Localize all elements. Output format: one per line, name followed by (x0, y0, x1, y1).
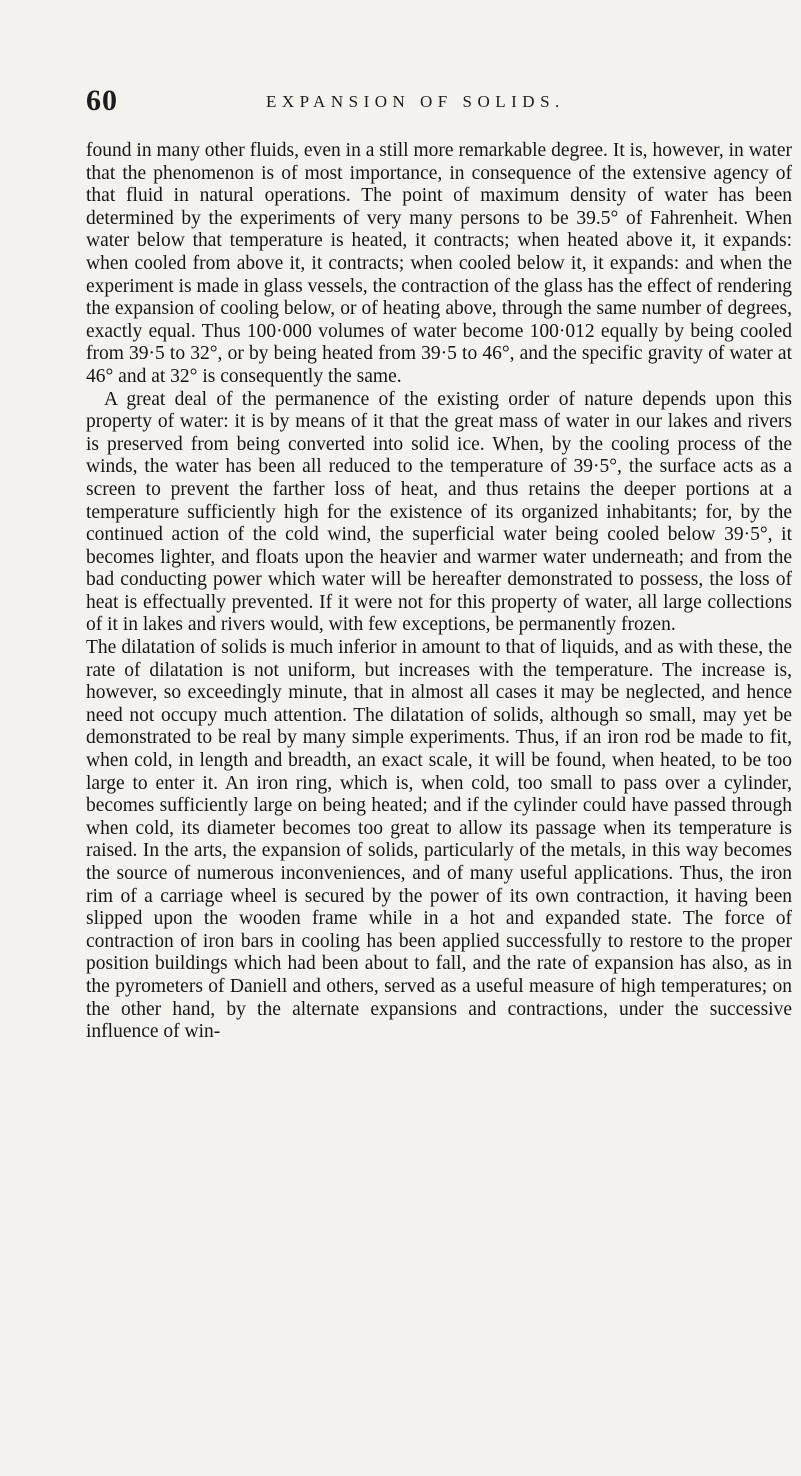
body-text (86, 140, 792, 1044)
paragraph-1: found in many other fluids, even in a still more remarkable degree. It is, however, in water that the phenomenon is of most importance, in consequence of the extensive agency of that fluid in natural operations. The point of maximum density of water has been determined by the experiments of very many persons to be 39.5° of Fahrenheit. When water below that temperature is heated, it contracts; when heated above it, it expands: when cooled from above it, it contracts; when cooled below it, it expands: and when the experiment is made in glass vessels, the contraction of the glass has the effect of rendering the expansion of cooling below, or of heating above, through the same number of degrees, exactly equal. Thus 100·000 volumes of water become 100·012 equally by being cooled from 39·5 to 32°, or by being heated from 39·5 to 46°, and the specific gravity of water at 46° and at 32° is consequently the same. (86, 140, 792, 387)
paragraph-3: The dilatation of solids is much inferior in amount to that of liquids, and as with these, the rate of dilatation is not uniform, but increases with the temperature. The increase is, however, so exceedingly minute, that in almost all cases it may be neglected, and hence need not occupy much attention. The dilatation of solids, although so small, may yet be demonstrated to be real by many simple experiments. Thus, if an iron rod be made to fit, when cold, in length and breadth, an exact scale, it will be found, when heated, to be too large to enter it. An iron ring, which is, when cold, too small to pass over a cylinder, becomes sufficiently large on being heated; and if the cylinder could have passed through when cold, its diameter becomes too great to allow its passage when its temperature is raised. In the arts, the expansion of solids, particularly of the metals, in this way becomes the source of numerous inconveniences, and of many useful applications. Thus, the iron rim of a carriage wheel is secured by the power of its own contraction, it having been slipped upon the wooden frame while in a hot and expanded state. The force of contraction of iron bars in cooling has been applied successfully to restore to the proper position buildings which had been about to fall, and the rate of expansion has also, as in the pyrometers of Daniell and others, served as a useful measure of high temperatures; on the other hand, by the alternate expansions and contractions, under the successive influence of win- (86, 637, 792, 1043)
page-header (86, 84, 786, 124)
page-number: 60 (86, 84, 118, 117)
paragraph-2: A great deal of the permanence of the existing order of nature depends upon this property of water: it is by means of it that the great mass of water in our lakes and rivers is preserved from being converted into solid ice. When, by the cooling process of the winds, the water has been all reduced to the temperature of 39·5°, the surface acts as a screen to prevent the farther loss of heat, and thus retains the deeper portions at a temperature sufficiently high for the existence of its organized inhabitants; for, by the continued action of the cold wind, the superficial water being cooled below 39·5°, it becomes lighter, and floats upon the heavier and warmer water underneath; and from the bad conducting power which water will be hereafter demonstrated to possess, the loss of heat is effectually prevented. If it were not for this property of water, all large collections of it in lakes and rivers would, with few exceptions, be permanently frozen. (86, 388, 792, 636)
running-head: EXPANSION OF SOLIDS. (266, 92, 565, 111)
